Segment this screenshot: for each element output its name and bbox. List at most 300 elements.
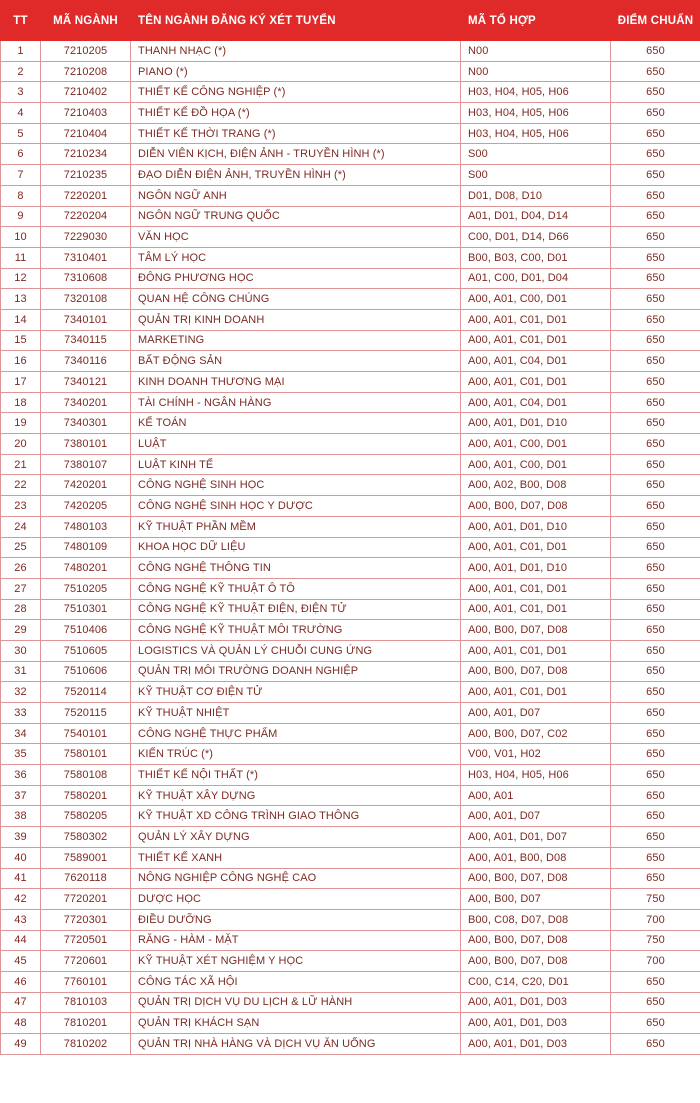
cell-ma_nganh: 7340121: [41, 372, 131, 393]
cell-ma_nganh: 7620118: [41, 868, 131, 889]
cell-ten_nganh: CÔNG NGHỆ THÔNG TIN: [131, 558, 461, 579]
cell-diem_chuan: 650: [611, 765, 700, 786]
cell-diem_chuan: 650: [611, 268, 700, 289]
table-row: [1, 516, 700, 537]
cell-diem_chuan: 650: [611, 599, 700, 620]
cell-ma_to_hop: H03, H04, H05, H06: [461, 82, 611, 103]
table-row: [1, 185, 700, 206]
table-row: [1, 1013, 700, 1034]
cell-tt: 48: [1, 1013, 41, 1034]
cell-diem_chuan: 650: [611, 392, 700, 413]
cell-ten_nganh: THIẾT KẾ NỘI THẤT (*): [131, 765, 461, 786]
table-row: [1, 992, 700, 1013]
table-row: [1, 723, 700, 744]
cell-ten_nganh: QUAN HỆ CÔNG CHÚNG: [131, 289, 461, 310]
cell-diem_chuan: 650: [611, 227, 700, 248]
cell-tt: 11: [1, 247, 41, 268]
cell-diem_chuan: 650: [611, 289, 700, 310]
cell-ma_nganh: 7720601: [41, 951, 131, 972]
cell-ten_nganh: BẤT ĐỘNG SẢN: [131, 351, 461, 372]
table-header: [1, 1, 700, 41]
table-row: [1, 268, 700, 289]
cell-tt: 49: [1, 1034, 41, 1055]
cell-tt: 46: [1, 971, 41, 992]
table-row: [1, 930, 700, 951]
cell-tt: 5: [1, 123, 41, 144]
cell-ma_nganh: 7210234: [41, 144, 131, 165]
cell-tt: 38: [1, 806, 41, 827]
cell-tt: 41: [1, 868, 41, 889]
cell-ma_to_hop: C00, D01, D14, D66: [461, 227, 611, 248]
cell-ma_nganh: 7520115: [41, 703, 131, 724]
cell-ma_to_hop: A01, D01, D04, D14: [461, 206, 611, 227]
cell-ma_nganh: 7310401: [41, 247, 131, 268]
cell-diem_chuan: 650: [611, 330, 700, 351]
cell-tt: 3: [1, 82, 41, 103]
cell-ma_to_hop: A00, A01, C01, D01: [461, 330, 611, 351]
cell-diem_chuan: 650: [611, 516, 700, 537]
table-row: [1, 392, 700, 413]
table-row: [1, 144, 700, 165]
cell-ten_nganh: THIẾT KẾ ĐỒ HỌA (*): [131, 103, 461, 124]
cell-ma_nganh: 7380107: [41, 454, 131, 475]
cell-ma_to_hop: A00, A01, D01, D10: [461, 413, 611, 434]
table-row: [1, 247, 700, 268]
cell-tt: 29: [1, 620, 41, 641]
cell-ten_nganh: QUẢN TRỊ KHÁCH SẠN: [131, 1013, 461, 1034]
cell-ma_to_hop: H03, H04, H05, H06: [461, 765, 611, 786]
cell-ma_to_hop: A00, A01, C01, D01: [461, 599, 611, 620]
table-row: [1, 351, 700, 372]
table-row: [1, 41, 700, 62]
table-row: [1, 289, 700, 310]
cell-diem_chuan: 650: [611, 496, 700, 517]
table-row: [1, 889, 700, 910]
cell-ma_to_hop: A00, A01, D07: [461, 806, 611, 827]
cell-ma_to_hop: A00, A01, C00, D01: [461, 434, 611, 455]
cell-ma_nganh: 7210208: [41, 61, 131, 82]
cell-tt: 9: [1, 206, 41, 227]
cell-ma_nganh: 7540101: [41, 723, 131, 744]
cell-ma_nganh: 7229030: [41, 227, 131, 248]
cell-ten_nganh: KỸ THUẬT NHIỆT: [131, 703, 461, 724]
cell-diem_chuan: 650: [611, 165, 700, 186]
cell-ma_nganh: 7580302: [41, 827, 131, 848]
cell-ma_nganh: 7210205: [41, 41, 131, 62]
cell-diem_chuan: 650: [611, 682, 700, 703]
cell-ma_to_hop: A00, B00, D07, D08: [461, 930, 611, 951]
cell-ma_nganh: 7210404: [41, 123, 131, 144]
cell-tt: 28: [1, 599, 41, 620]
cell-ten_nganh: CÔNG NGHỆ SINH HỌC: [131, 475, 461, 496]
cell-ma_nganh: 7510605: [41, 640, 131, 661]
cell-diem_chuan: 650: [611, 123, 700, 144]
cell-tt: 36: [1, 765, 41, 786]
cell-ten_nganh: KỸ THUẬT XÉT NGHIỆM Y HỌC: [131, 951, 461, 972]
cell-ten_nganh: KỸ THUẬT PHẦN MỀM: [131, 516, 461, 537]
cell-tt: 23: [1, 496, 41, 517]
cell-diem_chuan: 650: [611, 578, 700, 599]
cell-diem_chuan: 650: [611, 868, 700, 889]
cell-ten_nganh: NGÔN NGỮ ANH: [131, 185, 461, 206]
cell-ma_to_hop: A00, A01, C01, D01: [461, 578, 611, 599]
cell-ma_nganh: 7480103: [41, 516, 131, 537]
cell-ma_to_hop: A00, A01, D01, D03: [461, 1013, 611, 1034]
cell-ma_nganh: 7580205: [41, 806, 131, 827]
cell-tt: 31: [1, 661, 41, 682]
cell-ma_to_hop: S00: [461, 144, 611, 165]
table-row: [1, 620, 700, 641]
cell-diem_chuan: 650: [611, 206, 700, 227]
cell-tt: 37: [1, 785, 41, 806]
table-row: [1, 537, 700, 558]
cell-ma_to_hop: A00, B00, D07, C02: [461, 723, 611, 744]
cell-ma_to_hop: N00: [461, 41, 611, 62]
cell-ma_nganh: 7510205: [41, 578, 131, 599]
table-row: [1, 744, 700, 765]
cell-tt: 8: [1, 185, 41, 206]
cell-tt: 21: [1, 454, 41, 475]
cell-ma_to_hop: A00, B00, D07, D08: [461, 496, 611, 517]
cell-ma_to_hop: A00, A01, B00, D08: [461, 847, 611, 868]
cell-ten_nganh: ĐIỀU DƯỠNG: [131, 909, 461, 930]
cell-diem_chuan: 700: [611, 909, 700, 930]
cell-ten_nganh: KIẾN TRÚC (*): [131, 744, 461, 765]
cell-ma_to_hop: V00, V01, H02: [461, 744, 611, 765]
cell-ma_nganh: 7340115: [41, 330, 131, 351]
cell-tt: 17: [1, 372, 41, 393]
cell-ten_nganh: NÔNG NGHIỆP CÔNG NGHỆ CAO: [131, 868, 461, 889]
cell-ma_nganh: 7340116: [41, 351, 131, 372]
cell-diem_chuan: 750: [611, 930, 700, 951]
cell-ten_nganh: CÔNG NGHỆ KỸ THUẬT ĐIỆN, ĐIỆN TỬ: [131, 599, 461, 620]
cell-ma_to_hop: A00, A01, C00, D01: [461, 289, 611, 310]
cell-ten_nganh: ĐẠO DIỄN ĐIỆN ẢNH, TRUYỀN HÌNH (*): [131, 165, 461, 186]
cell-tt: 10: [1, 227, 41, 248]
cell-diem_chuan: 650: [611, 703, 700, 724]
cell-ten_nganh: CÔNG NGHỆ SINH HỌC Y DƯỢC: [131, 496, 461, 517]
cell-diem_chuan: 650: [611, 185, 700, 206]
column-header-ma_nganh: MÃ NGÀNH: [41, 1, 131, 41]
table-row: [1, 827, 700, 848]
cell-ten_nganh: CÔNG TÁC XÃ HỘI: [131, 971, 461, 992]
cell-ma_nganh: 7220201: [41, 185, 131, 206]
cell-tt: 45: [1, 951, 41, 972]
cell-tt: 4: [1, 103, 41, 124]
cell-ma_nganh: 7810103: [41, 992, 131, 1013]
table-row: [1, 558, 700, 579]
cell-tt: 7: [1, 165, 41, 186]
cell-tt: 39: [1, 827, 41, 848]
table-row: [1, 372, 700, 393]
cell-ma_nganh: 7720501: [41, 930, 131, 951]
cell-ma_to_hop: A00, B00, D07, D08: [461, 661, 611, 682]
cell-tt: 20: [1, 434, 41, 455]
cell-ma_to_hop: B00, C08, D07, D08: [461, 909, 611, 930]
cell-ma_nganh: 7480109: [41, 537, 131, 558]
cell-ma_to_hop: A00, B00, D07: [461, 889, 611, 910]
cell-ten_nganh: QUẢN TRỊ KINH DOANH: [131, 309, 461, 330]
cell-ten_nganh: TÀI CHÍNH - NGÂN HÀNG: [131, 392, 461, 413]
cell-ten_nganh: THIẾT KẾ XANH: [131, 847, 461, 868]
cell-ma_nganh: 7220204: [41, 206, 131, 227]
table-row: [1, 123, 700, 144]
table-row: [1, 165, 700, 186]
cell-ma_nganh: 7580201: [41, 785, 131, 806]
cell-ten_nganh: QUẢN TRỊ NHÀ HÀNG VÀ DỊCH VỤ ĂN UỐNG: [131, 1034, 461, 1055]
table-row: [1, 454, 700, 475]
cell-tt: 27: [1, 578, 41, 599]
table-row: [1, 1034, 700, 1055]
cell-ma_nganh: 7760101: [41, 971, 131, 992]
cell-ma_nganh: 7320108: [41, 289, 131, 310]
cell-ma_nganh: 7720301: [41, 909, 131, 930]
cell-ma_nganh: 7420201: [41, 475, 131, 496]
cell-ma_nganh: 7480201: [41, 558, 131, 579]
cell-diem_chuan: 650: [611, 434, 700, 455]
cell-tt: 19: [1, 413, 41, 434]
cell-ma_nganh: 7380101: [41, 434, 131, 455]
table-row: [1, 227, 700, 248]
cell-ma_nganh: 7510606: [41, 661, 131, 682]
cell-diem_chuan: 650: [611, 640, 700, 661]
cell-tt: 26: [1, 558, 41, 579]
cell-diem_chuan: 650: [611, 992, 700, 1013]
table-row: [1, 103, 700, 124]
cell-ma_to_hop: A00, A01, C01, D01: [461, 640, 611, 661]
cell-tt: 18: [1, 392, 41, 413]
cell-ma_to_hop: A00, A01, C01, D01: [461, 682, 611, 703]
cell-diem_chuan: 650: [611, 847, 700, 868]
cell-ten_nganh: LUẬT: [131, 434, 461, 455]
cell-ten_nganh: RĂNG - HÀM - MẶT: [131, 930, 461, 951]
cell-ma_to_hop: A00, A01, C04, D01: [461, 392, 611, 413]
cell-ma_to_hop: A00, A01: [461, 785, 611, 806]
cell-ma_nganh: 7510406: [41, 620, 131, 641]
cell-diem_chuan: 650: [611, 1013, 700, 1034]
table-header-row: [1, 1, 700, 41]
cell-ten_nganh: KỸ THUẬT XÂY DỰNG: [131, 785, 461, 806]
table-body: [1, 41, 700, 1055]
cell-ma_to_hop: A00, A01, C01, D01: [461, 537, 611, 558]
cell-diem_chuan: 650: [611, 41, 700, 62]
table-row: [1, 206, 700, 227]
cell-diem_chuan: 650: [611, 372, 700, 393]
cell-diem_chuan: 700: [611, 951, 700, 972]
cell-ma_to_hop: H03, H04, H05, H06: [461, 103, 611, 124]
cell-tt: 32: [1, 682, 41, 703]
cell-ma_nganh: 7810201: [41, 1013, 131, 1034]
cell-ma_nganh: 7510301: [41, 599, 131, 620]
table-row: [1, 785, 700, 806]
cell-ten_nganh: KỸ THUẬT CƠ ĐIỆN TỬ: [131, 682, 461, 703]
cell-ma_nganh: 7520114: [41, 682, 131, 703]
cell-ma_to_hop: A00, A02, B00, D08: [461, 475, 611, 496]
cell-ma_to_hop: A00, A01, D01, D03: [461, 1034, 611, 1055]
cell-ma_nganh: 7340201: [41, 392, 131, 413]
cell-diem_chuan: 650: [611, 1034, 700, 1055]
cell-tt: 22: [1, 475, 41, 496]
table-row: [1, 475, 700, 496]
table-row: [1, 413, 700, 434]
cell-diem_chuan: 650: [611, 723, 700, 744]
cell-diem_chuan: 750: [611, 889, 700, 910]
cell-ma_to_hop: A00, A01, D01, D03: [461, 992, 611, 1013]
column-header-ten_nganh: TÊN NGÀNH ĐĂNG KÝ XÉT TUYỂN: [131, 1, 461, 41]
cell-diem_chuan: 650: [611, 413, 700, 434]
cell-ten_nganh: LUẬT KINH TẾ: [131, 454, 461, 475]
cell-diem_chuan: 650: [611, 785, 700, 806]
cell-ma_nganh: 7420205: [41, 496, 131, 517]
cell-ma_to_hop: A00, B00, D07, D08: [461, 951, 611, 972]
cell-ma_to_hop: A00, A01, C01, D01: [461, 372, 611, 393]
cell-diem_chuan: 650: [611, 744, 700, 765]
cell-ten_nganh: PIANO (*): [131, 61, 461, 82]
column-header-diem_chuan: ĐIỂM CHUẨN: [611, 1, 700, 41]
cell-ten_nganh: THANH NHẠC (*): [131, 41, 461, 62]
cell-tt: 25: [1, 537, 41, 558]
cell-diem_chuan: 650: [611, 103, 700, 124]
cell-tt: 6: [1, 144, 41, 165]
table-row: [1, 330, 700, 351]
table-row: [1, 971, 700, 992]
cell-ma_nganh: 7580108: [41, 765, 131, 786]
cell-diem_chuan: 650: [611, 247, 700, 268]
cell-ten_nganh: CÔNG NGHỆ KỸ THUẬT MÔI TRƯỜNG: [131, 620, 461, 641]
cell-tt: 42: [1, 889, 41, 910]
cell-diem_chuan: 650: [611, 537, 700, 558]
table-row: [1, 909, 700, 930]
cell-tt: 30: [1, 640, 41, 661]
table-row: [1, 61, 700, 82]
cell-ten_nganh: QUẢN LÝ XÂY DỰNG: [131, 827, 461, 848]
cell-tt: 35: [1, 744, 41, 765]
cell-ten_nganh: QUẢN TRỊ DỊCH VỤ DU LỊCH & LỮ HÀNH: [131, 992, 461, 1013]
cell-ten_nganh: THIẾT KẾ CÔNG NGHIỆP (*): [131, 82, 461, 103]
cell-tt: 34: [1, 723, 41, 744]
cell-ma_nganh: 7310608: [41, 268, 131, 289]
cell-ten_nganh: MARKETING: [131, 330, 461, 351]
column-header-tt: TT: [1, 1, 41, 41]
cell-ten_nganh: KẾ TOÁN: [131, 413, 461, 434]
cell-ten_nganh: KỸ THUẬT XD CÔNG TRÌNH GIAO THÔNG: [131, 806, 461, 827]
cell-ma_nganh: 7210402: [41, 82, 131, 103]
cell-diem_chuan: 650: [611, 661, 700, 682]
cell-ma_to_hop: A00, B00, D07, D08: [461, 868, 611, 889]
cell-ten_nganh: LOGISTICS VÀ QUẢN LÝ CHUỖI CUNG ỨNG: [131, 640, 461, 661]
table-row: [1, 309, 700, 330]
cell-ma_to_hop: A00, A01, C04, D01: [461, 351, 611, 372]
table-row: [1, 599, 700, 620]
cell-ma_to_hop: A00, A01, C01, D01: [461, 309, 611, 330]
cell-ma_nganh: 7340301: [41, 413, 131, 434]
cell-diem_chuan: 650: [611, 558, 700, 579]
cell-diem_chuan: 650: [611, 61, 700, 82]
cell-tt: 43: [1, 909, 41, 930]
cell-ma_nganh: 7810202: [41, 1034, 131, 1055]
cell-tt: 15: [1, 330, 41, 351]
cell-diem_chuan: 650: [611, 620, 700, 641]
cell-ma_to_hop: N00: [461, 61, 611, 82]
cell-ma_to_hop: A00, A01, D07: [461, 703, 611, 724]
table-row: [1, 765, 700, 786]
table-row: [1, 434, 700, 455]
cell-tt: 14: [1, 309, 41, 330]
cell-ten_nganh: CÔNG NGHỆ KỸ THUẬT Ô TÔ: [131, 578, 461, 599]
cell-ma_nganh: 7210403: [41, 103, 131, 124]
cell-ma_to_hop: A00, A01, D01, D07: [461, 827, 611, 848]
table-row: [1, 578, 700, 599]
cell-ma_to_hop: A00, A01, D01, D10: [461, 558, 611, 579]
table-row: [1, 868, 700, 889]
cell-tt: 44: [1, 930, 41, 951]
cell-ten_nganh: ĐÔNG PHƯƠNG HỌC: [131, 268, 461, 289]
cell-ma_to_hop: A00, A01, C00, D01: [461, 454, 611, 475]
cell-diem_chuan: 650: [611, 454, 700, 475]
cell-tt: 13: [1, 289, 41, 310]
cell-ten_nganh: DIỄN VIÊN KỊCH, ĐIỆN ẢNH - TRUYỀN HÌNH (*): [131, 144, 461, 165]
table-row: [1, 703, 700, 724]
cell-ten_nganh: TÂM LÝ HỌC: [131, 247, 461, 268]
cell-tt: 1: [1, 41, 41, 62]
cell-ma_nganh: 7589001: [41, 847, 131, 868]
column-header-ma_to_hop: MÃ TỔ HỢP: [461, 1, 611, 41]
cell-ten_nganh: NGÔN NGỮ TRUNG QUỐC: [131, 206, 461, 227]
cell-ten_nganh: CÔNG NGHỆ THỰC PHẨM: [131, 723, 461, 744]
cell-tt: 2: [1, 61, 41, 82]
cell-ma_nganh: 7340101: [41, 309, 131, 330]
table-row: [1, 640, 700, 661]
cell-ma_to_hop: A00, A01, D01, D10: [461, 516, 611, 537]
cell-diem_chuan: 650: [611, 971, 700, 992]
cell-tt: 40: [1, 847, 41, 868]
cell-diem_chuan: 650: [611, 806, 700, 827]
table-row: [1, 847, 700, 868]
cell-ma_to_hop: A00, B00, D07, D08: [461, 620, 611, 641]
cell-diem_chuan: 650: [611, 144, 700, 165]
cell-ma_to_hop: D01, D08, D10: [461, 185, 611, 206]
cell-ma_nganh: 7210235: [41, 165, 131, 186]
cell-diem_chuan: 650: [611, 309, 700, 330]
cell-diem_chuan: 650: [611, 351, 700, 372]
cell-ten_nganh: KINH DOANH THƯƠNG MẠI: [131, 372, 461, 393]
cell-ten_nganh: KHOA HỌC DỮ LIỆU: [131, 537, 461, 558]
cell-tt: 33: [1, 703, 41, 724]
table-row: [1, 951, 700, 972]
cell-ma_to_hop: A01, C00, D01, D04: [461, 268, 611, 289]
table-row: [1, 661, 700, 682]
table-row: [1, 682, 700, 703]
cell-ten_nganh: VĂN HỌC: [131, 227, 461, 248]
cell-diem_chuan: 650: [611, 475, 700, 496]
cell-ma_to_hop: S00: [461, 165, 611, 186]
cell-ma_nganh: 7580101: [41, 744, 131, 765]
cell-ma_to_hop: B00, B03, C00, D01: [461, 247, 611, 268]
cell-ten_nganh: THIẾT KẾ THỜI TRANG (*): [131, 123, 461, 144]
cell-tt: 47: [1, 992, 41, 1013]
cell-ma_to_hop: H03, H04, H05, H06: [461, 123, 611, 144]
cell-ma_nganh: 7720201: [41, 889, 131, 910]
cell-ten_nganh: QUẢN TRỊ MÔI TRƯỜNG DOANH NGHIỆP: [131, 661, 461, 682]
cell-diem_chuan: 650: [611, 827, 700, 848]
cell-ma_to_hop: C00, C14, C20, D01: [461, 971, 611, 992]
cell-ten_nganh: DƯỢC HỌC: [131, 889, 461, 910]
cell-tt: 24: [1, 516, 41, 537]
table-row: [1, 806, 700, 827]
cell-diem_chuan: 650: [611, 82, 700, 103]
cell-tt: 12: [1, 268, 41, 289]
table-row: [1, 82, 700, 103]
